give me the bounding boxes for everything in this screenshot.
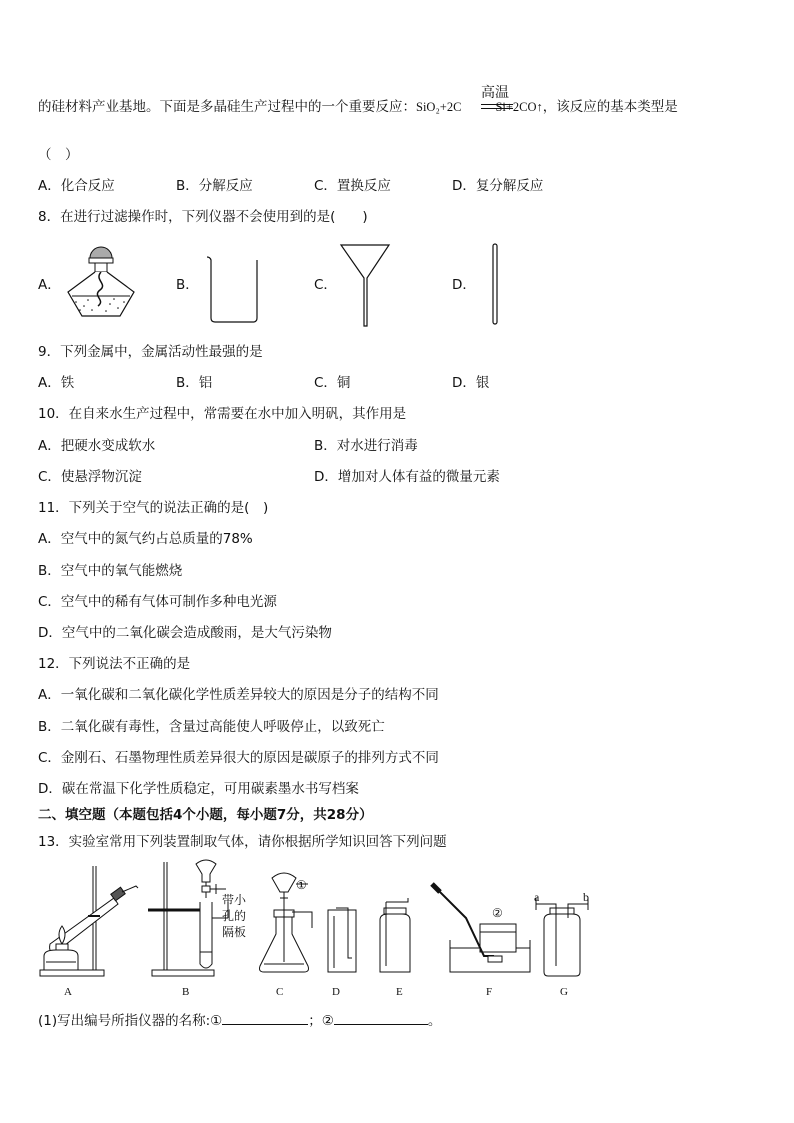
- q10-option-c[interactable]: C．使悬浮物沉淀: [38, 469, 142, 485]
- q8-stem: 8．在进行过滤操作时，下列仪器不会使用到的是( ): [38, 209, 368, 225]
- q9-option-b[interactable]: B．铝: [176, 375, 213, 391]
- apparatus-b: [148, 860, 228, 976]
- apparatus-label-a: A: [64, 986, 72, 998]
- apparatus-b-annotation: [222, 892, 246, 940]
- q11-option-c[interactable]: C．空气中的稀有气体可制作多种电光源: [38, 594, 277, 610]
- apparatus-g-port-a: a: [534, 890, 540, 904]
- q7-text-after: ，该反应的基本类型是: [542, 99, 678, 115]
- q9-option-a[interactable]: A．铁: [38, 375, 75, 391]
- apparatus-label-g: G: [560, 986, 568, 998]
- section-2-title: 二、填空题（本题包括4个小题，每小题7分，共28分）: [38, 807, 373, 823]
- q7-equals-sign: [481, 104, 513, 109]
- q13-sub1: [38, 1012, 441, 1030]
- q7-option-b[interactable]: B．分解反应: [176, 178, 253, 194]
- q7-option-d[interactable]: D．复分解反应: [452, 178, 544, 194]
- apparatus-label-b: B: [182, 986, 190, 998]
- q13-blank-1[interactable]: [222, 1012, 308, 1025]
- q11-option-d[interactable]: D．空气中的二氧化碳会造成酸雨，是大气污染物: [38, 625, 332, 641]
- apparatus-label-c: C: [276, 986, 284, 998]
- apparatus-figure: [36, 858, 596, 986]
- q7-answer-paren: （ ）: [38, 147, 79, 163]
- q8-option-b[interactable]: B．: [176, 277, 199, 293]
- alcohol-lamp-icon: [62, 244, 140, 324]
- q12-option-a[interactable]: A．一氧化碳和二氧化碳化学性质差异较大的原因是分子的结构不同: [38, 687, 439, 703]
- apparatus-label-d: D: [332, 986, 340, 998]
- q13-blank-2[interactable]: [334, 1012, 428, 1025]
- q13-sub1-sep: ；②: [308, 1013, 334, 1029]
- q7-option-a[interactable]: A．化合反应: [38, 178, 115, 194]
- q11-option-a[interactable]: A．空气中的氮气约占总质量的78%: [38, 531, 253, 547]
- q13-sub1-end: 。: [427, 1013, 442, 1029]
- q7-line: [38, 98, 678, 116]
- b-annotation-line-1: 带小: [222, 893, 247, 907]
- q13-sub1-text: (1)写出编号所指仪器的名称:①: [38, 1013, 223, 1029]
- q10-option-a[interactable]: A．把硬水变成软水: [38, 438, 156, 454]
- q7-equation-right: Si+2CO↑: [495, 100, 543, 114]
- apparatus-label-f: F: [486, 986, 493, 998]
- glass-rod-icon: [490, 242, 500, 326]
- q8-option-d[interactable]: D．: [452, 277, 476, 293]
- apparatus-label-e: E: [396, 986, 403, 998]
- b-annotation-line-3: 隔板: [222, 925, 247, 939]
- q10-option-b[interactable]: B．对水进行消毒: [314, 438, 418, 454]
- q9-option-d[interactable]: D．银: [452, 375, 490, 391]
- apparatus-d: [328, 908, 356, 972]
- q7-option-c[interactable]: C．置换反应: [314, 178, 391, 194]
- apparatus-g-port-b: b: [583, 890, 589, 904]
- b-annotation-line-2: 孔的: [222, 909, 247, 923]
- q10-option-d[interactable]: D．增加对人体有益的微量元素: [314, 469, 500, 485]
- q8-option-c[interactable]: C．: [314, 277, 337, 293]
- q11-stem: 11．下列关于空气的说法正确的是( ): [38, 500, 269, 516]
- q10-stem: 10．在自来水生产过程中，常需要在水中加入明矾，其作用是: [38, 406, 407, 422]
- q12-option-b[interactable]: B．二氧化碳有毒性，含量过高能使人呼吸停止，以致死亡: [38, 719, 385, 735]
- apparatus-a: [40, 866, 138, 976]
- q12-stem: 12．下列说法不正确的是: [38, 656, 191, 672]
- q13-stem: 13．实验室常用下列装置制取气体，请你根据所学知识回答下列问题: [38, 834, 447, 850]
- q7-reaction-condition: 高温: [481, 85, 509, 101]
- q9-stem: 9．下列金属中，金属活动性最强的是: [38, 344, 263, 360]
- q12-option-c[interactable]: C．金刚石、石墨物理性质差异很大的原因是碳原子的排列方式不同: [38, 750, 439, 766]
- q7-equation-left: SiO₂+2C: [416, 100, 462, 114]
- apparatus-e: [380, 898, 410, 972]
- apparatus-marker-2: ②: [492, 906, 503, 920]
- apparatus-f: [432, 884, 530, 972]
- funnel-icon: [338, 242, 392, 328]
- q9-option-c[interactable]: C．铜: [314, 375, 351, 391]
- q7-text-before: 的硅材料产业基地。下面是多晶硅生产过程中的一个重要反应：: [38, 99, 416, 115]
- q11-option-b[interactable]: B．空气中的氧气能燃烧: [38, 563, 183, 579]
- q12-option-d[interactable]: D．碳在常温下化学性质稳定，可用碳素墨水书写档案: [38, 781, 359, 797]
- apparatus-g: [536, 898, 588, 976]
- beaker-icon: [204, 254, 264, 324]
- q8-option-a[interactable]: A．: [38, 277, 61, 293]
- apparatus-marker-1: ①: [296, 878, 307, 892]
